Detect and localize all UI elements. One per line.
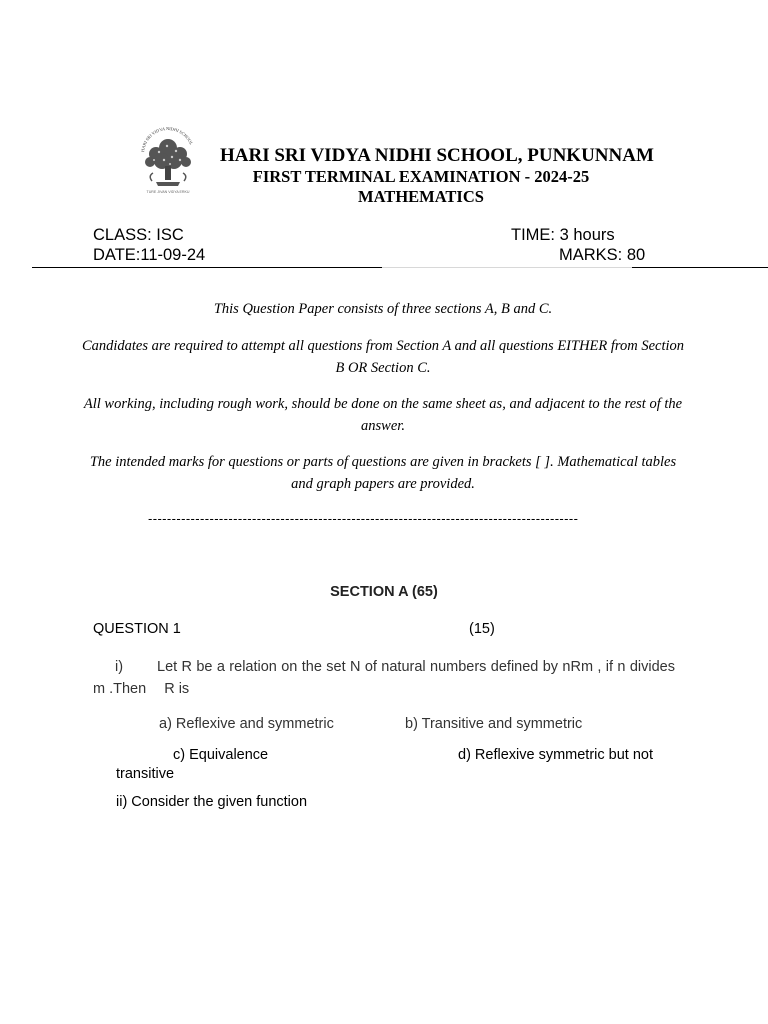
option-c: c) Equivalence	[173, 747, 269, 763]
instruction-3: All working, including rough work, should be done on the same sheet as, and adjacent to the rest of the answer.	[83, 396, 683, 434]
logo-arc-text: HARI SRI VIDYA NIDHI SCHOOL	[140, 125, 195, 153]
tree-emblem-icon	[134, 124, 202, 196]
dashed-separator: -------------------------------------------------------------------------------------------	[148, 511, 579, 526]
subject-name: MATHEMATICS	[358, 187, 484, 206]
question-1-body-end: R is	[164, 681, 190, 697]
exam-name: FIRST TERMINAL EXAMINATION - 2024-25	[252, 167, 590, 186]
option-a: a) Reflexive and symmetric	[159, 716, 334, 732]
date-label: DATE:11-09-24	[93, 246, 206, 264]
instruction-2: Candidates are required to attempt all questions from Section A and all questions EITHER from Section B OR Section C.	[81, 338, 685, 376]
logo-motto-text: TURE JIVAN VIDYA ERKU	[146, 190, 190, 194]
school-name: HARI SRI VIDYA NIDHI SCHOOL, PUNKUNNAM	[220, 145, 654, 166]
instruction-4: The intended marks for questions or parts of questions are given in brackets [ ]. Mathematical tables and graph papers are provided.	[89, 454, 677, 492]
header-divider-right	[632, 267, 768, 268]
question-1-text	[93, 656, 675, 700]
time-label: TIME: 3 hours	[511, 226, 615, 244]
class-label: CLASS: ISC	[93, 226, 184, 244]
question-1-number: i)	[115, 659, 124, 675]
option-b: b) Transitive and symmetric	[405, 716, 583, 732]
question-1-body: Let R be a relation on the set N of natural numbers defined by nRm , if n divides m .Then	[93, 659, 675, 697]
header-divider-middle	[382, 267, 632, 268]
question-label: QUESTION 1	[93, 621, 181, 637]
option-d: d) Reflexive symmetric but not	[458, 747, 654, 763]
option-d-continued: transitive	[116, 766, 175, 782]
instruction-1: This Question Paper consists of three sections A, B and C.	[213, 301, 553, 317]
question-2-text: ii) Consider the given function	[116, 794, 308, 810]
question-marks: (15)	[469, 621, 495, 637]
section-title: SECTION A (65)	[330, 584, 438, 600]
school-logo	[134, 124, 202, 196]
marks-label: MARKS: 80	[559, 246, 646, 264]
header-divider-left	[32, 267, 382, 268]
